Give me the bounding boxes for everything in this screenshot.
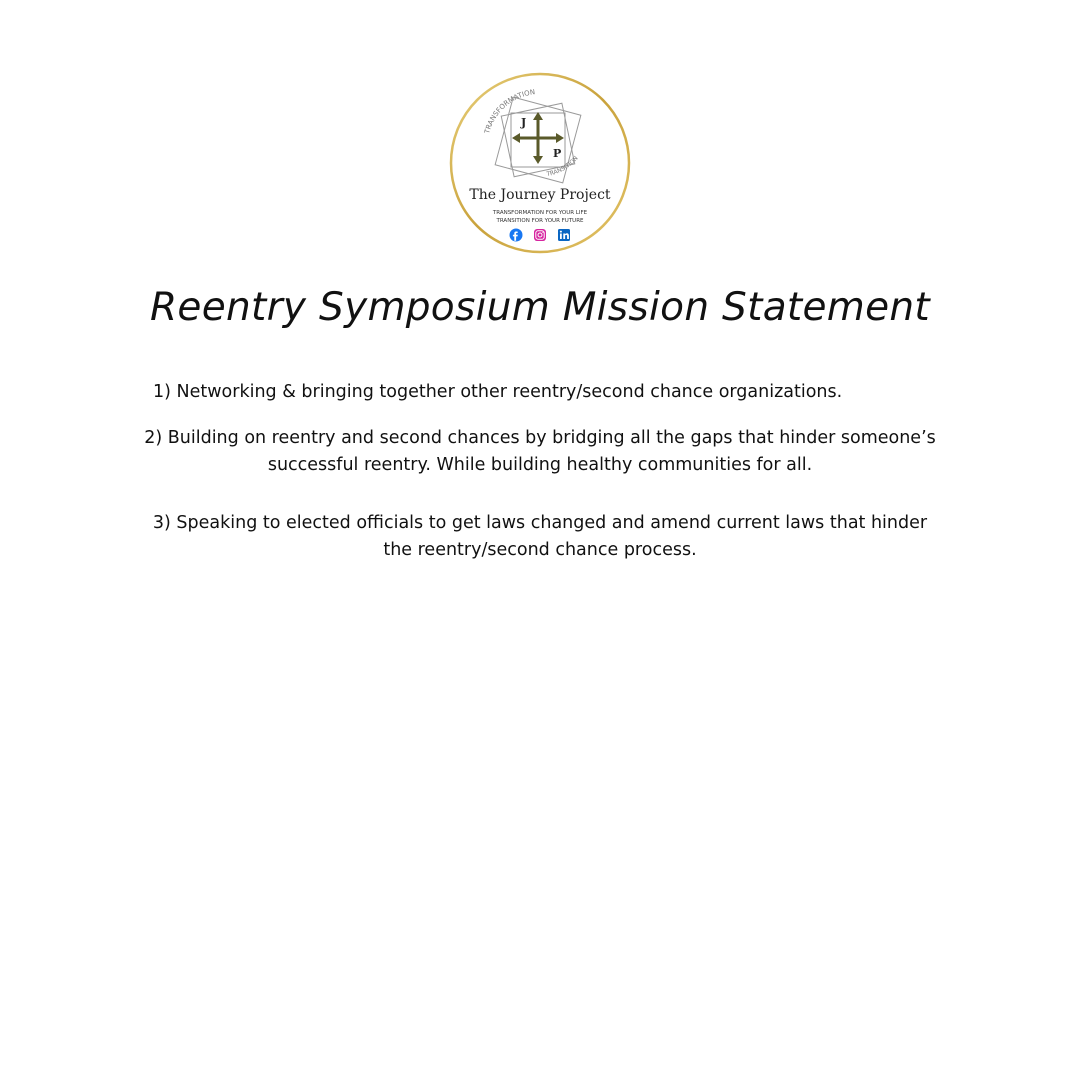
arc-text-top: TRANSFORMATION <box>483 88 536 135</box>
journey-project-logo <box>449 72 631 254</box>
mission-item-1: 1) Networking & bringing together other reentry/second chance organizations. <box>153 382 843 402</box>
mission-item-2: 2) Building on reentry and second chances by bridging all the gaps that hinder someone’s successful reentry. While building healthy communities for all. <box>144 428 936 475</box>
facebook-icon[interactable] <box>510 229 523 242</box>
arc-text-bottom: TRANSITION <box>546 154 580 179</box>
instagram-icon[interactable] <box>534 229 546 241</box>
tagline-2: TRANSITION FOR YOUR FUTURE <box>496 218 584 224</box>
letter-p: P <box>553 147 562 160</box>
mission-item-3: 3) Speaking to elected officials to get laws changed and amend current laws that hinder the reentry/second chance process. <box>152 513 928 560</box>
gold-ring <box>451 74 629 252</box>
letter-j: J <box>521 116 527 129</box>
linkedin-icon[interactable] <box>558 229 570 241</box>
org-name: The Journey Project <box>469 187 611 203</box>
tagline-1: TRANSFORMATION FOR YOUR LIFE <box>492 210 588 216</box>
page-title: Reentry Symposium Mission Statement <box>150 285 930 330</box>
